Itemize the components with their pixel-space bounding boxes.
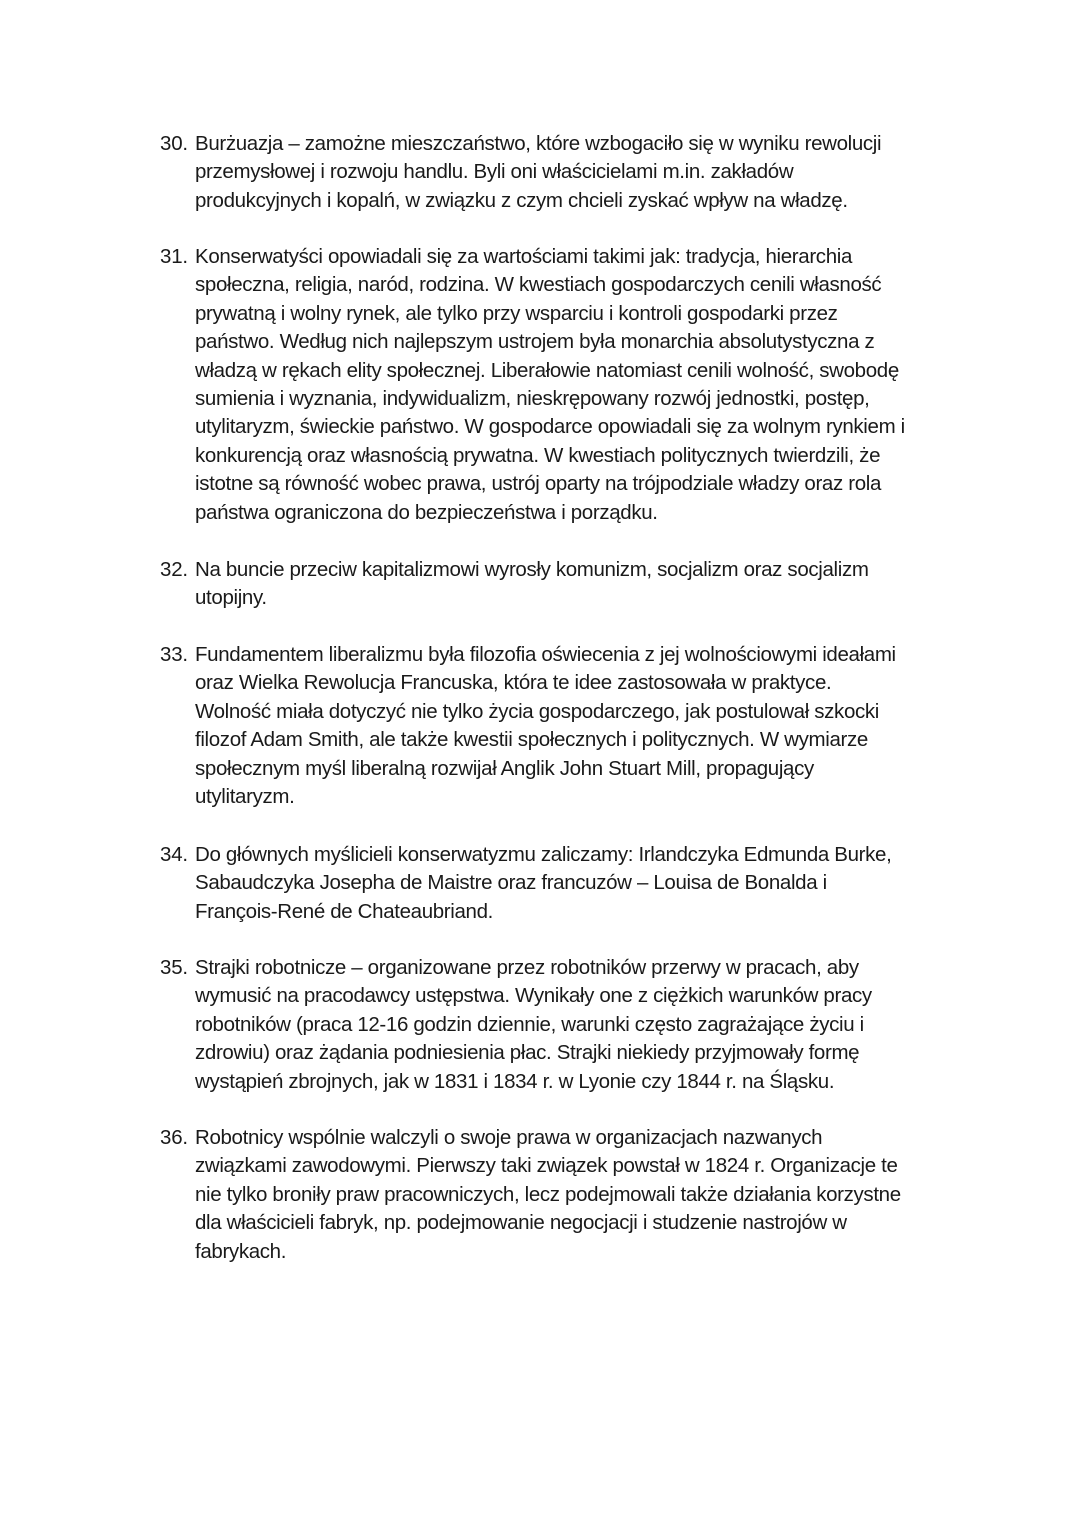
text-line: Na buncie przeciw kapitalizmowi wyrosły komunizm, socjalizm oraz socjalizm [195,558,869,581]
text-line: Wolność miała dotyczyć nie tylko życia gospodarczego, jak postulował szkocki [195,699,880,723]
item-number: 32. [160,558,188,581]
item-text [195,1124,965,1266]
text-line: Sabaudczyka Josepha de Maistre oraz francuzów – Louisa de Bonalda i [195,871,827,895]
text-line: robotników (praca 12-16 godzin dziennie, warunki często zagrażające życiu i [195,1012,864,1036]
text-line: François-René de Chateaubriand. [195,899,493,923]
item-number: 34. [160,843,188,866]
text-line: konkurencją oraz własnością prywatna. W kwestiach politycznych twierdzili, że [195,443,881,467]
text-line: państwo. Według nich najlepszym ustrojem była monarchia absolutystyczna z [195,330,875,354]
text-line: fabrykach. [195,1239,287,1263]
text-line: istotne są równość wobec prawa, ustrój oparty na trójpodziale władzy oraz rola [195,472,881,496]
item-text [195,556,965,613]
item-number: 33. [160,643,188,666]
text-line: filozof Adam Smith, ale także kwestii społecznych i politycznych. W wymiarze [195,728,868,752]
text-line: utylitaryzm. [195,785,295,809]
text-line: przemysłowej i rozwoju handlu. Byli oni właścicielami m.in. zakładów [195,160,794,184]
item-number: 30. [160,132,188,155]
text-line: Burżuazja – zamożne mieszczaństwo, które wzbogaciło się w wyniku rewolucji [195,132,882,155]
item-number: 35. [160,956,188,979]
item-number: 31. [160,245,188,268]
text-line: związkami zawodowymi. Pierwszy taki związek powstał w 1824 r. Organizacje te [195,1154,898,1178]
text-line: sumienia i wyznania, indywidualizm, nieskrępowany rozwój jednostki, postęp, [195,387,870,411]
item-text [195,954,965,1096]
text-line: Konserwatyści opowiadali się za wartościami takimi jak: tradycja, hierarchia [195,245,852,268]
text-line: utopijny. [195,586,267,610]
text-line: prywatną i wolny rynek, ale tylko przy wsparciu i kontroli gospodarki przez [195,301,838,325]
item-text [195,841,965,926]
text-line: wymusić na pracodawcy ustępstwa. Wynikały one z ciężkich warunków pracy [195,984,872,1008]
text-line: produkcyjnych i kopalń, w związku z czym chcieli zyskać wpływ na władzę. [195,188,848,212]
item-number: 36. [160,1126,188,1149]
text-line: wystąpień zbrojnych, jak w 1831 i 1834 r. w Lyonie czy 1844 r. na Śląsku. [195,1069,835,1093]
text-line: Fundamentem liberalizmu była filozofia oświecenia z jej wolnościowymi ideałami [195,643,896,666]
item-text [195,130,965,215]
text-line: społecznym myśl liberalną rozwijał Anglik John Stuart Mill, propagujący [195,756,814,780]
text-line: nie tylko broniły praw pracowniczych, lecz podejmowali także działania korzystne [195,1182,901,1206]
text-line: społeczna, religia, naród, rodzina. W kwestiach gospodarczych cenili własność [195,273,882,297]
text-line: utylitaryzm, świeckie państwo. W gospodarce opowiadali się za wolnym rynkiem i [195,415,905,439]
text-line: dla właścicieli fabryk, np. podejmowanie negocjacji i studzenie nastrojów w [195,1211,847,1235]
text-line: Strajki robotnicze – organizowane przez robotników przerwy w pracach, aby [195,956,859,979]
item-text [195,641,965,811]
text-line: Do głównych myślicieli konserwatyzmu zaliczamy: Irlandczyka Edmunda Burke, [195,843,892,866]
text-line: oraz Wielka Rewolucja Francuska, która te idee zastosowała w praktyce. [195,671,832,695]
item-text [195,243,965,527]
text-line: władzą w rękach elity społecznej. Liberałowie natomiast cenili wolność, swobodę [195,358,899,382]
text-line: Robotnicy wspólnie walczyli o swoje prawa w organizacjach nazwanych [195,1126,823,1149]
text-line: państwa ograniczona do bezpieczeństwa i porządku. [195,500,658,524]
text-line: zdrowiu) oraz żądania podniesienia płac. Strajki niekiedy przyjmowały formę [195,1041,860,1065]
